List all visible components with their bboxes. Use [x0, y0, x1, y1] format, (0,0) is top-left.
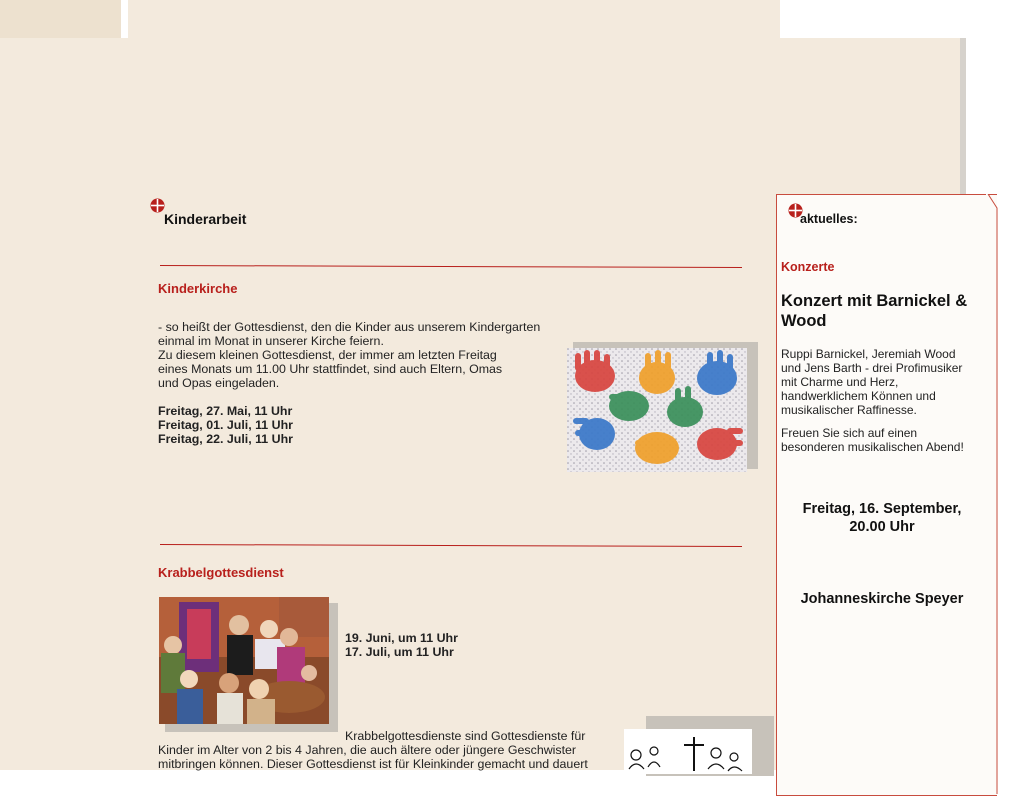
section-title-krabbelgottesdienst: Krabbelgottesdienst [158, 565, 284, 580]
sidebar-event-date [776, 500, 988, 536]
text-line: und Jens Barth - drei Profimusiker [781, 361, 963, 375]
text-line: mit Charme und Herz, [781, 375, 899, 389]
date-line: Freitag, 01. Juli, 11 Uhr [158, 418, 293, 432]
text-line: und Opas eingeladen. [158, 376, 280, 390]
sidebar-category: Konzerte [781, 260, 835, 274]
text-line: Ruppi Barnickel, Jeremiah Wood [781, 347, 956, 361]
krabbel-text-line-2: Kinder im Alter von 2 bis 4 Jahren, die auch ältere oder jüngere Geschwister [158, 743, 577, 757]
text-line: besonderen musikalischen Abend! [781, 440, 964, 454]
sidebar-venue: Johanneskirche Speyer [800, 591, 964, 607]
header-main-block [128, 0, 780, 38]
text-line: - so heißt der Gottesdienst, den die Kinder aus unserem Kindergarten [158, 320, 541, 334]
page-title: Kinderarbeit [164, 211, 247, 227]
news-sidebar [776, 194, 997, 796]
cross-icon [150, 198, 165, 213]
text-line: Freitag, 16. September, [802, 501, 962, 517]
header-left-block [0, 0, 121, 38]
kinderkirche-text [158, 320, 568, 390]
date-line: Freitag, 27. Mai, 11 Uhr [158, 404, 293, 418]
krabbel-dates [345, 631, 545, 659]
church-photo [159, 597, 329, 724]
text-line: musikalischer Raffinesse. [781, 403, 917, 417]
krabbel-text-line-1: Krabbelgottesdienste sind Gottesdienste für [345, 729, 586, 743]
date-line: Freitag, 22. Juli, 11 Uhr [158, 432, 293, 446]
text-line: eines Monats um 11.00 Uhr stattfindet, sind auch Eltern, Omas [158, 362, 503, 376]
date-line: 19. Juni, um 11 Uhr [345, 631, 458, 645]
sidebar-title: aktuelles: [800, 212, 858, 226]
section-title-kinderkirche: Kinderkirche [158, 281, 238, 296]
sidebar-description [781, 347, 991, 417]
sidebar-invite [781, 426, 991, 454]
krabbel-text-line-3: mitbringen können. Dieser Gottesdienst ist für Kleinkinder gemacht und dauert [158, 757, 588, 771]
kinderkirche-dates [158, 404, 458, 446]
date-line: 17. Juli, um 11 Uhr [345, 645, 454, 659]
sketch-image [624, 729, 752, 774]
text-line: einmal im Monat in unserer Kirche feiern. [158, 334, 384, 348]
text-line: Freuen Sie sich auf einen [781, 426, 918, 440]
sidebar-headline: Konzert mit Barnickel & Wood [781, 292, 968, 330]
hands-image [567, 348, 747, 472]
text-line: handwerklichem Können und [781, 389, 936, 403]
text-line: 20.00 Uhr [849, 519, 915, 535]
sidebar-corner [986, 194, 998, 794]
text-line: Zu diesem kleinen Gottesdienst, der immer am letzten Freitag [158, 348, 497, 362]
